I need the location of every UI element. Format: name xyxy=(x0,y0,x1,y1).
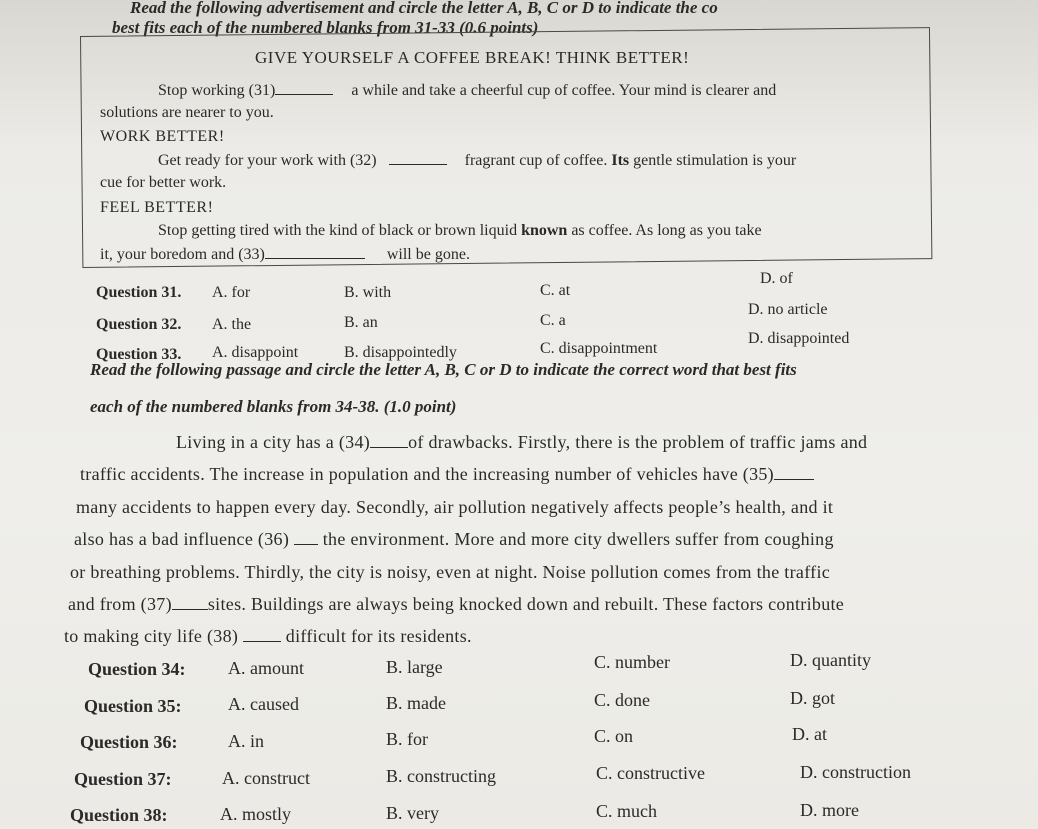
blank-36[interactable] xyxy=(294,543,318,545)
advertisement-title: GIVE YOURSELF A COFFEE BREAK! THINK BETTER! xyxy=(255,48,690,67)
question-37-option-d[interactable]: D. construction xyxy=(800,762,911,782)
question-32-option-d[interactable]: D. no article xyxy=(748,301,828,318)
question-34-option-a[interactable]: A. amount xyxy=(228,658,304,678)
question-36-option-a[interactable]: A. in xyxy=(228,731,264,751)
blank-31[interactable] xyxy=(275,93,333,95)
question-34-option-c[interactable]: C. number xyxy=(594,652,670,672)
question-33-option-b[interactable]: B. disappointedly xyxy=(344,344,457,361)
passage-text: sites. Buildings are always being knocked down and rebuilt. These factors contribute xyxy=(207,594,845,614)
passage-text: also has a bad influence (36) xyxy=(74,529,290,549)
ad-paragraph-3 xyxy=(158,222,762,240)
ad-paragraph-3-cont xyxy=(100,246,470,264)
blank-37[interactable] xyxy=(172,608,208,610)
question-34-option-b[interactable]: B. large xyxy=(386,657,443,677)
passage-line-3: many accidents to happen every day. Secondly, air pollution negatively affects people’s health, and it xyxy=(76,497,834,517)
question-31-option-d[interactable]: D. of xyxy=(760,270,793,287)
ad-text: Stop working (31) xyxy=(158,82,276,99)
passage-text: to making city life (38) xyxy=(64,626,239,646)
question-35-option-d[interactable]: D. got xyxy=(790,688,835,708)
question-32-label: Question 32. xyxy=(96,316,182,333)
question-35-option-b[interactable]: B. made xyxy=(386,693,446,713)
question-37-option-c[interactable]: C. constructive xyxy=(596,763,705,783)
ad-text: as coffee. As long as you take xyxy=(571,222,762,239)
ad-text: Get ready for your work with (32) xyxy=(158,152,377,169)
question-33-label: Question 33. xyxy=(96,346,182,363)
question-37-option-b[interactable]: B. constructing xyxy=(386,766,496,786)
ad-text: fragrant cup of coffee. xyxy=(464,152,608,169)
question-38-option-c[interactable]: C. much xyxy=(596,801,657,821)
question-38-option-a[interactable]: A. mostly xyxy=(220,804,292,824)
question-34-label: Question 34: xyxy=(88,659,186,679)
instruction-part2-line1: Read the following passage and circle the letter A, B, C or D to indicate the correct word that best fits xyxy=(90,360,797,379)
question-36-option-b[interactable]: B. for xyxy=(386,729,428,749)
question-31-option-b[interactable]: B. with xyxy=(344,284,392,301)
question-32-option-c[interactable]: C. a xyxy=(540,312,566,329)
ad-paragraph-1-cont: solutions are nearer to you. xyxy=(100,104,274,121)
question-31-option-c[interactable]: C. at xyxy=(540,282,571,299)
blank-33[interactable] xyxy=(265,257,365,259)
question-36-option-d[interactable]: D. at xyxy=(792,724,827,744)
question-33-option-a[interactable]: A. disappoint xyxy=(212,344,299,361)
ad-heading-feel-better: FEEL BETTER! xyxy=(100,199,214,216)
blank-35[interactable] xyxy=(774,478,814,480)
question-35-option-c[interactable]: C. done xyxy=(594,690,650,710)
passage-line-7 xyxy=(64,626,472,647)
question-33-option-d[interactable]: D. disappointed xyxy=(748,330,850,347)
question-34-option-d[interactable]: D. quantity xyxy=(790,650,871,670)
ad-paragraph-1 xyxy=(158,82,776,100)
question-38-option-b[interactable]: B. very xyxy=(386,803,439,823)
question-32-option-b[interactable]: B. an xyxy=(344,314,378,331)
question-31-label: Question 31. xyxy=(96,284,182,301)
ad-text-bold: known xyxy=(521,222,568,239)
passage-line-6 xyxy=(68,594,844,615)
passage-text: and from (37) xyxy=(68,594,172,614)
ad-heading-work-better: WORK BETTER! xyxy=(100,128,225,145)
passage-line-4 xyxy=(74,529,834,550)
question-38-label: Question 38: xyxy=(70,805,168,825)
ad-text: Stop getting tired with the kind of black or brown liquid xyxy=(158,222,518,239)
passage-text: the environment. More and more city dwellers suffer from coughing xyxy=(322,529,834,549)
passage-line-1 xyxy=(176,432,867,453)
ad-paragraph-2 xyxy=(158,152,796,170)
passage-text: of drawbacks. Firstly, there is the problem of traffic jams and xyxy=(408,432,868,452)
question-35-option-a[interactable]: A. caused xyxy=(228,694,299,714)
question-37-option-a[interactable]: A. construct xyxy=(222,768,310,788)
question-38-option-d[interactable]: D. more xyxy=(800,800,859,820)
passage-text: difficult for its residents. xyxy=(285,626,472,646)
question-35-label: Question 35: xyxy=(84,696,182,716)
passage-text: traffic accidents. The increase in population and the increasing number of vehicles have (35) xyxy=(80,464,774,484)
ad-text: will be gone. xyxy=(386,246,470,263)
question-36-option-c[interactable]: C. on xyxy=(594,726,634,746)
ad-text: a while and take a cheerful cup of coffee. Your mind is clearer and xyxy=(351,82,777,99)
passage-text: Living in a city has a (34) xyxy=(176,432,371,452)
ad-text-bold: Its xyxy=(611,152,630,169)
passage-line-5: or breathing problems. Thirdly, the city is noisy, even at night. Noise pollution comes from the traffic xyxy=(70,562,831,582)
question-36-label: Question 36: xyxy=(80,732,178,752)
blank-38[interactable] xyxy=(243,640,281,642)
instruction-part1-line2: best fits each of the numbered blanks from 31-33 (0.6 points) xyxy=(112,18,539,37)
blank-32[interactable] xyxy=(389,163,447,165)
question-33-option-c[interactable]: C. disappointment xyxy=(540,340,658,357)
ad-paragraph-2-cont: cue for better work. xyxy=(100,174,227,191)
instruction-part1-line1: Read the following advertisement and circle the letter A, B, C or D to indicate the co xyxy=(130,0,718,17)
blank-34[interactable] xyxy=(370,446,408,448)
passage-line-2 xyxy=(80,464,814,485)
ad-text: it, your boredom and (33) xyxy=(100,246,265,263)
question-37-label: Question 37: xyxy=(74,769,172,789)
ad-text: gentle stimulation is your xyxy=(633,152,797,169)
instruction-part2-line2: each of the numbered blanks from 34-38. (1.0 point) xyxy=(90,397,457,416)
question-32-option-a[interactable]: A. the xyxy=(212,316,252,333)
question-31-option-a[interactable]: A. for xyxy=(212,284,251,301)
